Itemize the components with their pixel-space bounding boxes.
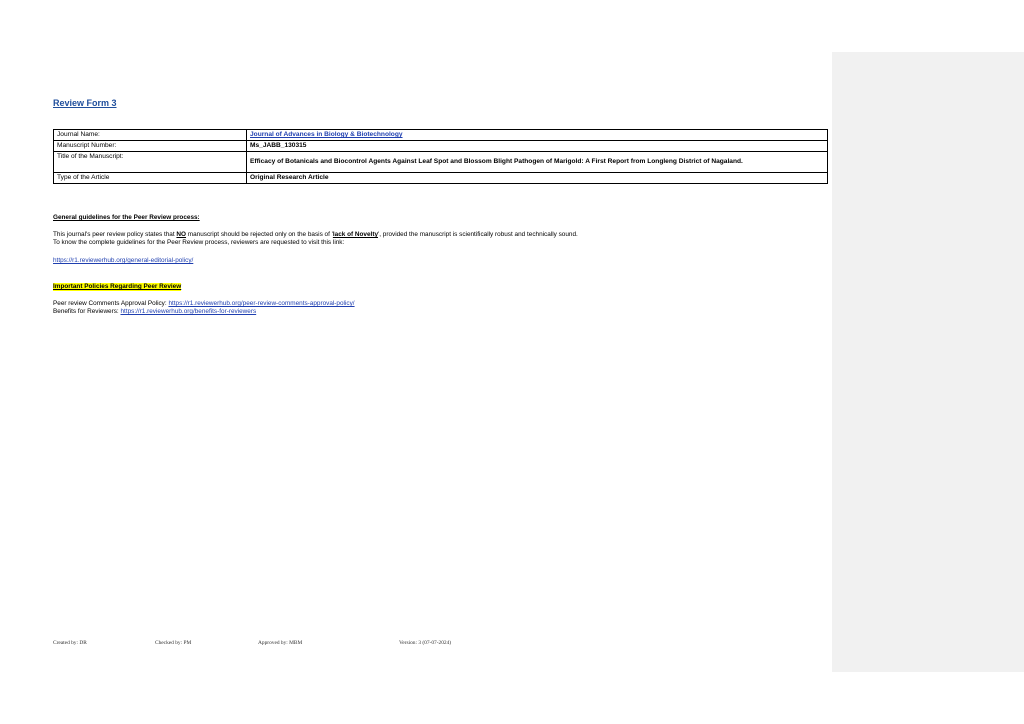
form-title: Review Form 3 xyxy=(53,98,117,108)
article-type-label: Type of the Article xyxy=(54,173,247,184)
policy-text-2: manuscript should be rejected only on the basis of ' xyxy=(186,231,333,238)
manuscript-info-table xyxy=(53,129,828,184)
manuscript-number-label: Manuscript Number: xyxy=(54,141,247,152)
approval-policy-link[interactable]: https://r1.reviewerhub.org/peer-review-comments-approval-policy/ xyxy=(168,300,355,307)
journal-name-link[interactable]: Journal of Advances in Biology & Biotechnology xyxy=(250,131,403,138)
guidelines-visit-line: To know the complete guidelines for the Peer Review process, reviewers are requested to visit this link: xyxy=(53,239,345,246)
editorial-policy-link[interactable]: https://r1.reviewerhub.org/general-editorial-policy/ xyxy=(53,257,194,264)
benefits-link[interactable]: https://r1.reviewerhub.org/benefits-for-reviewers xyxy=(120,308,257,315)
table-row xyxy=(54,130,828,141)
footer-created-by: Created by: DR xyxy=(53,640,87,646)
manuscript-title-value: Efficacy of Botanicals and Biocontrol Agents Against Leaf Spot and Blossom Blight Pathogen of Marigold: A First Report from Longleng District of Nagaland. xyxy=(247,152,828,173)
table-row xyxy=(54,173,828,184)
footer-approved-by: Approved by: MBM xyxy=(258,640,303,646)
table-row xyxy=(54,152,828,173)
guidelines-policy-line xyxy=(53,231,578,239)
approval-policy-line xyxy=(53,300,355,308)
policy-novelty-emphasis: lack of Novelty xyxy=(332,231,378,238)
guidelines-heading: General guidelines for the Peer Review process: xyxy=(53,214,200,221)
journal-name-label: Journal Name: xyxy=(54,130,247,141)
benefits-label: Benefits for Reviewers: xyxy=(53,308,121,315)
journal-name-cell xyxy=(247,130,828,141)
comment-pane xyxy=(832,52,1024,672)
approval-policy-label: Peer review Comments Approval Policy: xyxy=(53,300,169,307)
footer-version: Version: 3 (07-07-2024) xyxy=(399,640,452,646)
table-row xyxy=(54,141,828,152)
benefits-line xyxy=(53,308,256,316)
policies-heading: Important Policies Regarding Peer Review xyxy=(53,283,182,290)
footer-checked-by: Checked by: PM xyxy=(155,640,192,646)
manuscript-number-value: Ms_JABB_130315 xyxy=(247,141,828,152)
policy-text-3: ', provided the manuscript is scientifically robust and technically sound. xyxy=(378,231,578,238)
policy-no-emphasis: NO xyxy=(176,231,187,238)
article-type-value: Original Research Article xyxy=(247,173,828,184)
policy-text-1: This journal's peer review policy states that xyxy=(53,231,177,238)
manuscript-title-label: Title of the Manuscript: xyxy=(54,152,247,173)
